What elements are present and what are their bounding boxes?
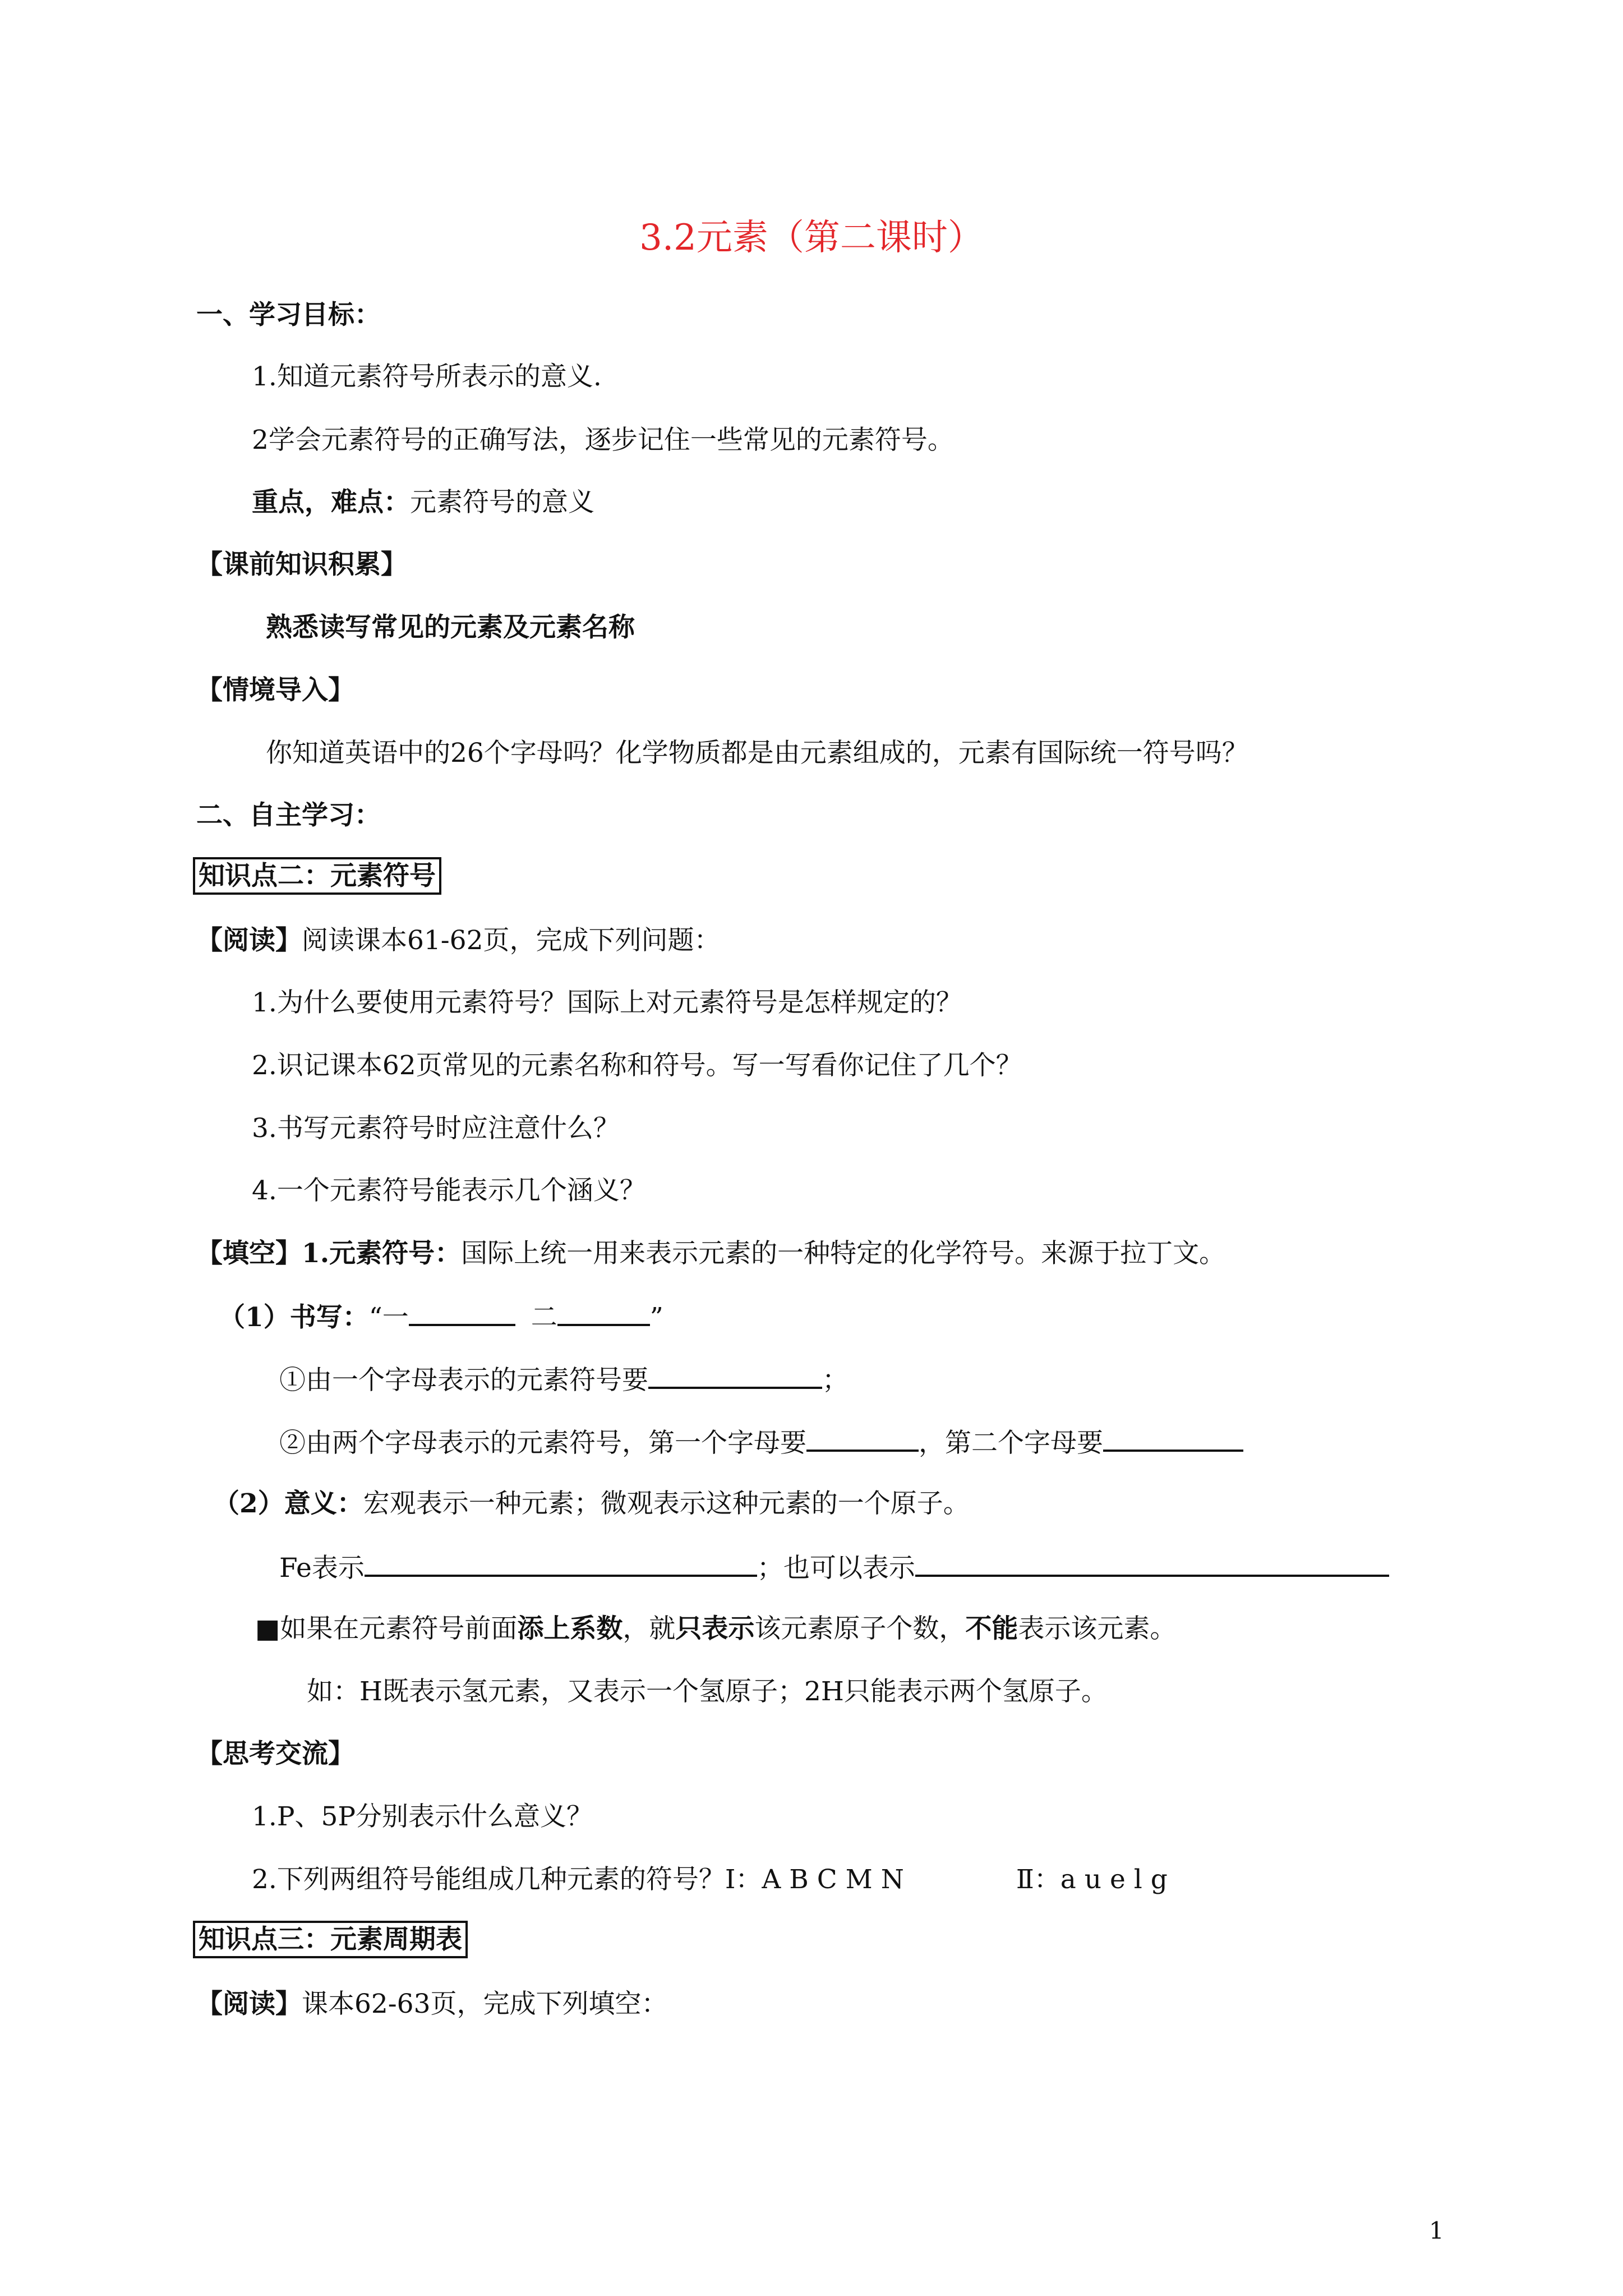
read-instruction-2	[196, 1987, 668, 2021]
note-part-6: 不能	[965, 1613, 1018, 1644]
think-question-1: 1.P、5P分别表示什么意义？	[252, 1801, 593, 1832]
writing-close: ”	[649, 1302, 663, 1333]
goal-1: 1.知道元素符号所表示的意义.	[252, 361, 602, 392]
fill-term: 1.元素符号：	[302, 1238, 462, 1269]
note-part-4: 只表示	[675, 1613, 755, 1644]
fill-text: 国际上统一用来表示元素的一种特定的化学符号。来源于拉丁文。	[461, 1238, 1226, 1269]
note-part-5: 该元素原子个数，	[754, 1613, 966, 1644]
section-heading-goals: 一、学习目标：	[196, 300, 381, 330]
question-1: 1.为什么要使用元素符号？国际上对元素符号是怎样规定的？	[252, 987, 962, 1018]
prior-knowledge-text: 熟悉读写常见的元素及元素名称	[266, 612, 635, 643]
rule-single-letter	[279, 1362, 849, 1397]
think-heading: 【思考交流】	[196, 1738, 354, 1769]
intro-text: 你知道英语中的26个字母吗？化学物质都是由元素组成的，元素有国际统一符号吗？	[266, 738, 1248, 769]
fill-in-definition	[196, 1237, 1225, 1271]
fe-meaning	[279, 1550, 1389, 1585]
knowledge-point-2-heading	[193, 859, 441, 893]
read-text: 阅读课本61-62页，完成下列问题：	[302, 925, 721, 956]
blank-7[interactable]	[915, 1550, 1389, 1577]
key-points-text: 元素符号的意义	[410, 487, 594, 518]
knowledge-point-3-box: 知识点三：元素周期表	[193, 1921, 468, 1958]
rule-two-letters	[279, 1425, 1243, 1460]
fill-label: 【填空】	[196, 1238, 302, 1269]
note-part-3: ，就	[623, 1613, 676, 1644]
blank-4[interactable]	[806, 1425, 919, 1452]
meaning-text: 宏观表示一种元素；微观表示这种元素的一个原子。	[363, 1488, 970, 1519]
writing-open: “一	[368, 1302, 409, 1333]
read-text-2: 课本62-63页，完成下列填空：	[302, 1989, 668, 2019]
read-label: 【阅读】	[196, 925, 302, 956]
blank-5[interactable]	[1103, 1425, 1243, 1452]
writing-label: （1）书写：	[219, 1302, 369, 1333]
rule-2-text-b: ，第二个字母要	[919, 1428, 1103, 1458]
intro-heading: 【情境导入】	[196, 675, 354, 706]
read-label-2: 【阅读】	[196, 1989, 302, 2019]
prior-knowledge-heading: 【课前知识积累】	[196, 549, 407, 580]
blank-2[interactable]	[557, 1299, 650, 1326]
fe-text-a: Fe表示	[279, 1553, 365, 1584]
goal-2: 2学会元素符号的正确写法，逐步记住一些常见的元素符号。	[252, 425, 954, 455]
section-heading-self-study: 二、自主学习：	[196, 800, 381, 831]
think-question-2-group-2: Ⅱ：a u e l g	[1016, 1864, 1168, 1895]
meaning	[213, 1487, 970, 1521]
note-bullet: ■	[255, 1613, 280, 1644]
question-3: 3.书写元素符号时应注意什么？	[252, 1113, 620, 1144]
read-instruction	[196, 924, 721, 958]
note	[255, 1612, 1176, 1646]
knowledge-point-3-heading	[193, 1923, 468, 1957]
page-title: 3.2元素（第二课时）	[639, 217, 984, 259]
meaning-label: （2）意义：	[213, 1488, 363, 1519]
note-part-2: 添上系数	[517, 1613, 623, 1644]
writing-mid: 二	[531, 1302, 557, 1333]
fe-text-b: ；也可以表示	[757, 1553, 915, 1584]
think-question-2-group-1: 2.下列两组符号能组成几种元素的符号？Ⅰ：A B C M N	[252, 1864, 904, 1895]
question-2: 2.识记课本62页常见的元素名称和符号。写一写看你记住了几个？	[252, 1050, 1022, 1081]
note-example: 如：H既表示氢元素，又表示一个氢原子；2H只能表示两个氢原子。	[307, 1676, 1108, 1707]
knowledge-point-2-box: 知识点二：元素符号	[193, 857, 441, 895]
key-points-label: 重点，难点：	[252, 487, 410, 518]
think-question-2	[252, 1863, 1168, 1897]
rule-1-end: ；	[822, 1365, 849, 1396]
rule-2-text-a: ②由两个字母表示的元素符号，第一个字母要	[279, 1428, 806, 1458]
writing-rule	[219, 1299, 663, 1335]
note-part-7: 表示该元素。	[1018, 1613, 1177, 1644]
note-part-1: 如果在元素符号前面	[280, 1613, 518, 1644]
page-number: 1	[1429, 2217, 1444, 2244]
key-points	[252, 486, 594, 519]
question-4: 4.一个元素符号能表示几个涵义？	[252, 1175, 646, 1206]
blank-3[interactable]	[648, 1362, 822, 1389]
blank-1[interactable]	[409, 1299, 515, 1326]
blank-6[interactable]	[365, 1550, 757, 1577]
rule-1-text: ①由一个字母表示的元素符号要	[279, 1365, 648, 1396]
